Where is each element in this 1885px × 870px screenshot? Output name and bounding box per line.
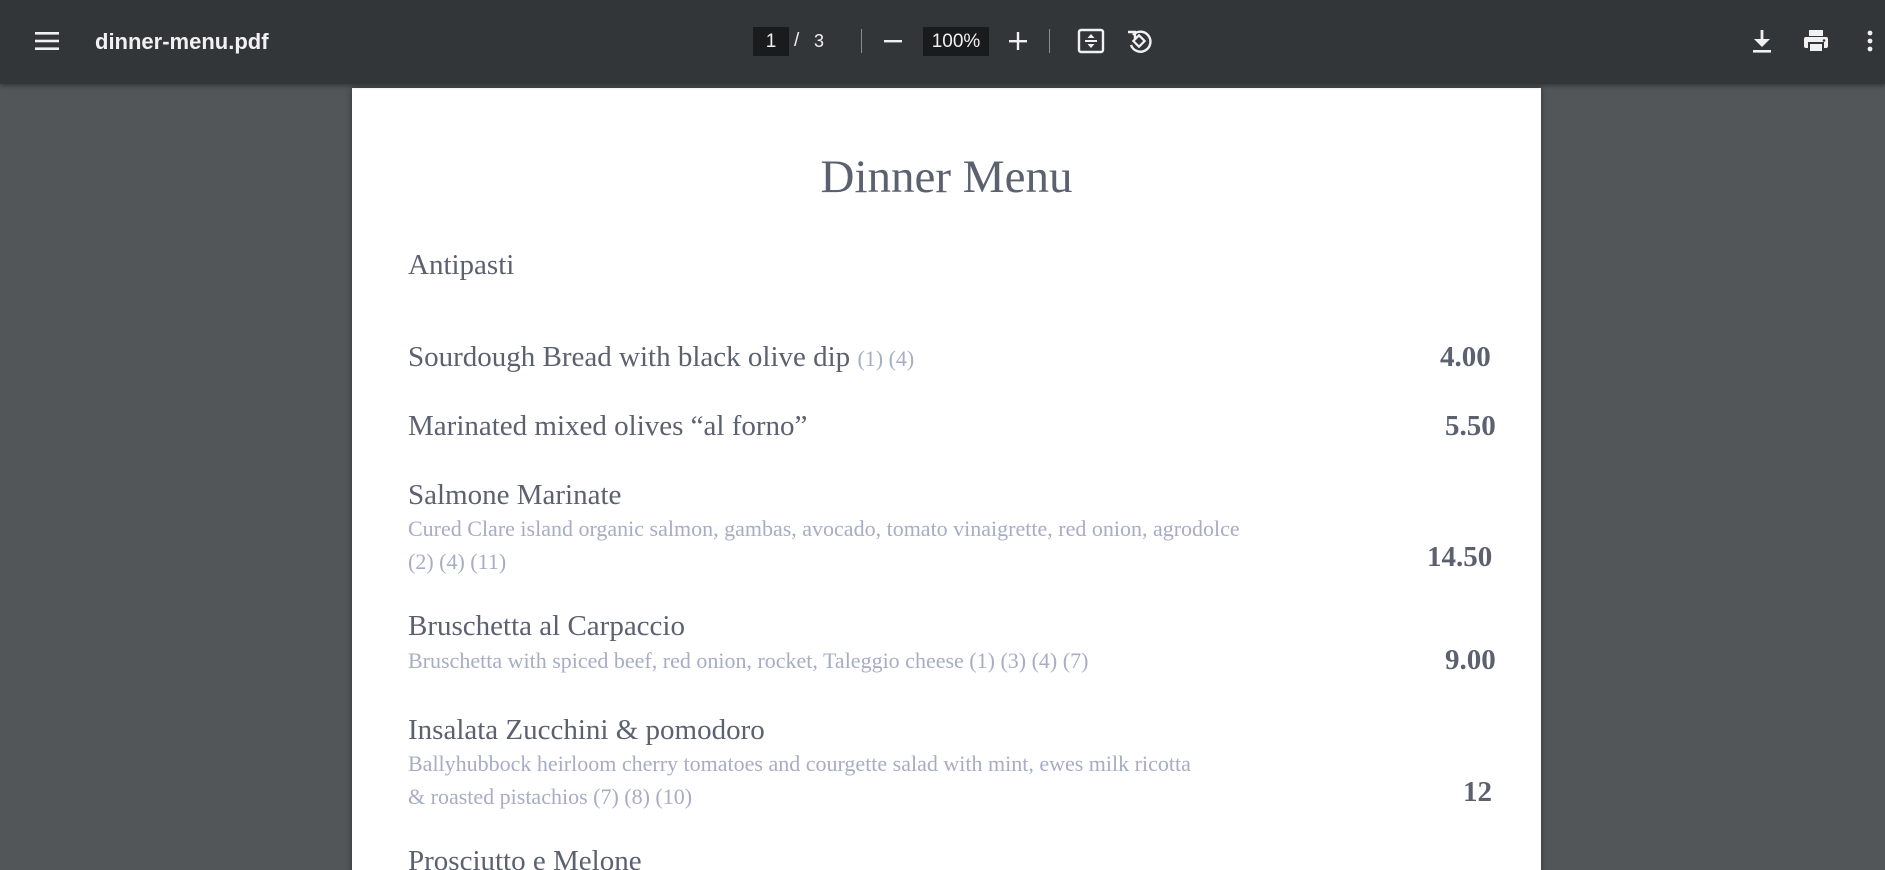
page-number-input[interactable] — [753, 27, 789, 56]
menu-item-name: Bruschetta al Carpaccio — [408, 610, 685, 642]
section-heading: Antipasti — [408, 249, 515, 281]
fit-to-page-button[interactable] — [1072, 22, 1110, 60]
menu-item-description: Bruschetta with spiced beef, red onion, rocket, Taleggio cheese (1) (3) (4) (7) — [408, 648, 1089, 673]
menu-item-description: Ballyhubbock heirloom cherry tomatoes and courgette salad with mint, ewes milk ricotta — [408, 751, 1191, 776]
menu-item-name: Marinated mixed olives “al forno” — [408, 410, 808, 442]
document-filename: dinner-menu.pdf — [95, 29, 269, 54]
menu-item-name: Salmone Marinate — [408, 479, 622, 511]
toolbar-divider — [1049, 29, 1050, 53]
menu-item-title: Sourdough Bread with black olive dip — [408, 341, 851, 373]
menu-item-name: Prosciutto e Melone — [408, 845, 642, 870]
rotate-icon — [1125, 27, 1153, 55]
menu-item-description: Cured Clare island organic salmon, gambas, avocado, tomato vinaigrette, red onion, agrodolce — [408, 516, 1240, 541]
page-total: 3 — [814, 31, 825, 51]
page-separator: / — [794, 30, 800, 51]
download-icon — [1750, 28, 1774, 54]
minus-icon — [882, 30, 904, 52]
document-title: Dinner Menu — [820, 151, 1073, 203]
zoom-level-input[interactable] — [923, 27, 989, 56]
print-button[interactable] — [1797, 22, 1835, 60]
download-button[interactable] — [1743, 22, 1781, 60]
plus-icon — [1007, 30, 1029, 52]
pdf-page — [352, 88, 1541, 870]
menu-item-name — [408, 341, 914, 374]
pdf-toolbar — [0, 0, 1885, 84]
menu-item-price: 12 — [1463, 776, 1492, 808]
hamburger-menu-icon[interactable] — [28, 22, 66, 60]
menu-item-allergens: (1) (4) — [857, 346, 915, 371]
menu-item-description: (2) (4) (11) — [408, 549, 507, 574]
menu-item-name: Insalata Zucchini & pomodoro — [408, 714, 765, 746]
print-icon — [1802, 28, 1830, 54]
menu-item-description: & roasted pistachios (7) (8) (10) — [408, 784, 693, 809]
menu-item-price: 5.50 — [1445, 410, 1496, 442]
more-vertical-icon — [1866, 29, 1874, 53]
more-options-button[interactable] — [1858, 22, 1882, 60]
rotate-button[interactable] — [1120, 22, 1158, 60]
zoom-out-button[interactable] — [874, 22, 912, 60]
fit-to-page-icon — [1077, 28, 1105, 54]
menu-item-price: 14.50 — [1427, 541, 1493, 573]
menu-item-price: 4.00 — [1440, 341, 1491, 373]
toolbar-divider — [861, 29, 862, 53]
zoom-in-button[interactable] — [999, 22, 1037, 60]
pdf-viewport[interactable] — [0, 84, 1885, 870]
menu-item-price: 9.00 — [1445, 644, 1496, 676]
